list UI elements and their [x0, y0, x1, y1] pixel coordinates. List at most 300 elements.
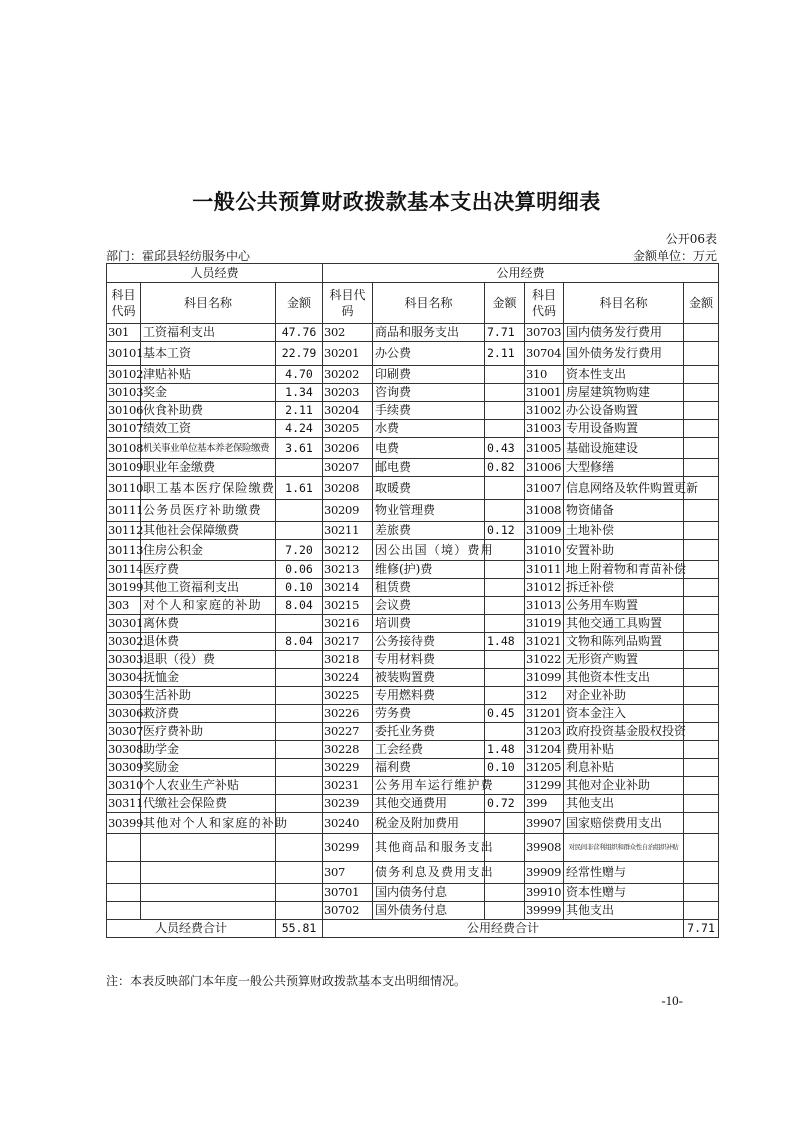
cell-p-code: 30308 — [107, 741, 141, 759]
cell-a-code: 30229 — [323, 759, 373, 777]
cell-p-name: 生活补助 — [141, 687, 276, 705]
cell-p-amount: 8.04 — [276, 597, 323, 615]
cell-a-name: 工会经费 — [373, 741, 485, 759]
cell-a-name: 差旅费 — [373, 522, 485, 540]
cell-b-amount — [684, 384, 719, 402]
totals-row — [107, 920, 719, 938]
cell-b-code: 31002 — [525, 402, 564, 420]
cell-a-code: 30239 — [323, 795, 373, 813]
cell-b-amount — [684, 813, 719, 834]
cell-p-amount — [276, 902, 323, 920]
cell-a-amount: 1.48 — [485, 741, 525, 759]
cell-p-name: 绩效工资 — [141, 420, 276, 438]
cell-a-code: 30226 — [323, 705, 373, 723]
table-row — [107, 741, 719, 759]
cell-a-name: 租赁费 — [373, 579, 485, 597]
cell-a-amount: 0.12 — [485, 522, 525, 540]
cell-a-amount: 2.11 — [485, 342, 525, 366]
cell-a-code: 30207 — [323, 459, 373, 477]
cell-b-code: 30703 — [525, 324, 564, 342]
cell-a-code: 30202 — [323, 366, 373, 384]
cell-p-name: 助学金 — [141, 741, 276, 759]
cell-p-name: 基本工资 — [141, 342, 276, 366]
cell-b-name: 文物和陈列品购置 — [564, 633, 684, 651]
cell-a-amount — [485, 402, 525, 420]
cell-b-amount — [684, 615, 719, 633]
cell-b-name: 大型修缮 — [564, 459, 684, 477]
cell-p-amount — [276, 615, 323, 633]
cell-b-code: 31008 — [525, 500, 564, 522]
cell-b-name: 办公设备购置 — [564, 402, 684, 420]
cell-b-amount — [684, 540, 719, 561]
cell-b-name: 其他对企业补助 — [564, 777, 684, 795]
table-row — [107, 862, 719, 884]
cell-a-code: 307 — [323, 862, 373, 884]
cell-b-name: 费用补贴 — [564, 741, 684, 759]
cell-a-code: 30206 — [323, 438, 373, 459]
cell-p-name: 公务员医疗补助缴费 — [141, 500, 276, 522]
cell-b-name: 国家赔偿费用支出 — [564, 813, 684, 834]
cell-p-name — [141, 862, 276, 884]
cell-a-amount — [485, 420, 525, 438]
cell-a-code: 30227 — [323, 723, 373, 741]
cell-a-amount: 7.71 — [485, 324, 525, 342]
cell-p-name: 医疗费 — [141, 561, 276, 579]
cell-b-code: 31204 — [525, 741, 564, 759]
cell-p-code: 30306 — [107, 705, 141, 723]
expenditure-detail-table — [106, 263, 719, 938]
cell-b-name: 经常性赠与 — [564, 862, 684, 884]
table-row — [107, 759, 719, 777]
cell-b-code: 31011 — [525, 561, 564, 579]
cell-p-name: 津贴补贴 — [141, 366, 276, 384]
cell-a-code: 30228 — [323, 741, 373, 759]
table-row — [107, 500, 719, 522]
cell-b-amount — [684, 597, 719, 615]
table-row — [107, 477, 719, 500]
cell-a-amount — [485, 366, 525, 384]
cell-a-code: 30205 — [323, 420, 373, 438]
cell-b-amount — [684, 342, 719, 366]
cell-p-code — [107, 902, 141, 920]
cell-p-code: 30101 — [107, 342, 141, 366]
cell-b-amount — [684, 723, 719, 741]
form-number: 公开06表 — [665, 232, 717, 246]
cell-b-amount — [684, 741, 719, 759]
table-row — [107, 561, 719, 579]
cell-p-amount: 3.61 — [276, 438, 323, 459]
cell-a-amount — [485, 579, 525, 597]
cell-b-name: 政府投资基金股权投资 — [564, 723, 684, 741]
cell-p-code: 30305 — [107, 687, 141, 705]
cell-a-name: 取暖费 — [373, 477, 485, 500]
page-number: -10- — [661, 993, 683, 1008]
personnel-total-label: 人员经费合计 — [107, 920, 276, 938]
cell-b-name: 其他支出 — [564, 902, 684, 920]
cell-a-code: 30701 — [323, 884, 373, 902]
cell-a-amount — [485, 615, 525, 633]
cell-p-code: 30301 — [107, 615, 141, 633]
cell-b-name: 房屋建筑物购建 — [564, 384, 684, 402]
header-p-name: 科目名称 — [141, 283, 276, 324]
cell-a-amount — [485, 500, 525, 522]
cell-a-amount — [485, 813, 525, 834]
cell-a-amount — [485, 669, 525, 687]
cell-b-code: 31099 — [525, 669, 564, 687]
cell-p-code: 30111 — [107, 500, 141, 522]
cell-a-amount — [485, 884, 525, 902]
cell-p-code: 30307 — [107, 723, 141, 741]
cell-a-name: 电费 — [373, 438, 485, 459]
cell-b-code: 31009 — [525, 522, 564, 540]
cell-p-name: 住房公积金 — [141, 540, 276, 561]
cell-p-name: 伙食补助费 — [141, 402, 276, 420]
cell-p-name: 奖金 — [141, 384, 276, 402]
cell-p-amount: 0.10 — [276, 579, 323, 597]
cell-b-code: 399 — [525, 795, 564, 813]
cell-p-code — [107, 862, 141, 884]
cell-b-name: 对民间非营利组织和群众性自治组织补贴 — [564, 834, 684, 862]
cell-b-amount — [684, 862, 719, 884]
table-row — [107, 615, 719, 633]
cell-p-amount: 1.61 — [276, 477, 323, 500]
cell-p-amount: 4.24 — [276, 420, 323, 438]
cell-p-code: 30304 — [107, 669, 141, 687]
cell-p-amount — [276, 705, 323, 723]
cell-b-code: 31205 — [525, 759, 564, 777]
cell-a-name: 其他商品和服务支出 — [373, 834, 485, 862]
cell-b-amount — [684, 777, 719, 795]
cell-a-code: 30212 — [323, 540, 373, 561]
table-row — [107, 723, 719, 741]
footnote: 注：本表反映部门本年度一般公共预算财政拨款基本支出明细情况。 — [106, 974, 467, 988]
cell-b-code: 31022 — [525, 651, 564, 669]
cell-b-amount — [684, 759, 719, 777]
cell-b-amount — [684, 500, 719, 522]
cell-b-name: 资本金注入 — [564, 705, 684, 723]
cell-b-code: 31201 — [525, 705, 564, 723]
cell-p-name: 退职（役）费 — [141, 651, 276, 669]
cell-b-name: 信息网络及软件购置更新 — [564, 477, 684, 500]
table-row — [107, 579, 719, 597]
cell-a-code: 30216 — [323, 615, 373, 633]
cell-a-code: 30215 — [323, 597, 373, 615]
cell-p-amount: 47.76 — [276, 324, 323, 342]
cell-p-code: 30309 — [107, 759, 141, 777]
cell-b-amount — [684, 705, 719, 723]
cell-p-code: 30113 — [107, 540, 141, 561]
cell-b-code: 31021 — [525, 633, 564, 651]
cell-b-name: 资本性支出 — [564, 366, 684, 384]
cell-p-name: 医疗费补助 — [141, 723, 276, 741]
cell-a-amount: 1.48 — [485, 633, 525, 651]
cell-a-name: 会议费 — [373, 597, 485, 615]
cell-a-amount — [485, 902, 525, 920]
cell-a-code: 302 — [323, 324, 373, 342]
cell-p-amount — [276, 687, 323, 705]
table-row — [107, 384, 719, 402]
cell-p-name: 个人农业生产补贴 — [141, 777, 276, 795]
cell-a-code: 30217 — [323, 633, 373, 651]
cell-p-name: 其他对个人和家庭的补助 — [141, 813, 276, 834]
cell-b-code: 31010 — [525, 540, 564, 561]
cell-b-name: 其他资本性支出 — [564, 669, 684, 687]
cell-a-code: 30213 — [323, 561, 373, 579]
header-p-amount: 金额 — [276, 283, 323, 324]
cell-b-amount — [684, 579, 719, 597]
cell-p-name: 机关事业单位基本养老保险缴费 — [141, 438, 276, 459]
cell-a-name: 债务利息及费用支出 — [373, 862, 485, 884]
cell-a-name: 手续费 — [373, 402, 485, 420]
cell-a-code: 30225 — [323, 687, 373, 705]
table-row — [107, 366, 719, 384]
cell-b-code: 39908 — [525, 834, 564, 862]
cell-b-amount — [684, 834, 719, 862]
cell-p-name: 职工基本医疗保险缴费 — [141, 477, 276, 500]
cell-p-name: 其他社会保障缴费 — [141, 522, 276, 540]
table-row — [107, 705, 719, 723]
cell-p-code: 30311 — [107, 795, 141, 813]
cell-b-amount — [684, 561, 719, 579]
cell-a-name: 公务接待费 — [373, 633, 485, 651]
cell-a-code: 30218 — [323, 651, 373, 669]
table-row — [107, 342, 719, 366]
cell-a-name: 公务用车运行维护费 — [373, 777, 485, 795]
cell-b-amount — [684, 366, 719, 384]
cell-b-name: 其他交通工具购置 — [564, 615, 684, 633]
cell-a-name: 办公费 — [373, 342, 485, 366]
cell-a-name: 专用燃料费 — [373, 687, 485, 705]
cell-a-amount: 0.45 — [485, 705, 525, 723]
cell-b-amount — [684, 438, 719, 459]
cell-p-name: 奖励金 — [141, 759, 276, 777]
cell-a-name: 商品和服务支出 — [373, 324, 485, 342]
department-label: 部门：霍邱县轻纺服务中心 — [106, 249, 251, 263]
cell-b-code: 39910 — [525, 884, 564, 902]
cell-b-name: 物资储备 — [564, 500, 684, 522]
cell-p-amount — [276, 777, 323, 795]
cell-p-amount: 1.34 — [276, 384, 323, 402]
cell-b-name: 其他支出 — [564, 795, 684, 813]
table-row — [107, 813, 719, 834]
table-row — [107, 884, 719, 902]
header-b-name: 科目名称 — [564, 283, 684, 324]
cell-b-code: 31012 — [525, 579, 564, 597]
header-b-amount: 金额 — [684, 283, 719, 324]
amount-unit-label: 金额单位：万元 — [632, 249, 717, 263]
table-row — [107, 438, 719, 459]
cell-a-name: 维修(护)费 — [373, 561, 485, 579]
cell-p-amount: 0.06 — [276, 561, 323, 579]
cell-p-code: 30199 — [107, 579, 141, 597]
cell-a-name: 因公出国（境）费用 — [373, 540, 485, 561]
table-row — [107, 540, 719, 561]
cell-a-code: 30231 — [323, 777, 373, 795]
public-section-header: 公用经费 — [323, 264, 719, 283]
cell-a-amount — [485, 384, 525, 402]
table-row — [107, 459, 719, 477]
cell-a-name: 被装购置费 — [373, 669, 485, 687]
table-row — [107, 834, 719, 862]
cell-b-amount — [684, 402, 719, 420]
table-row — [107, 522, 719, 540]
table-row — [107, 795, 719, 813]
header-b-code: 科目代码 — [525, 283, 564, 324]
cell-b-code: 31013 — [525, 597, 564, 615]
cell-b-code: 39907 — [525, 813, 564, 834]
cell-a-name: 印刷费 — [373, 366, 485, 384]
column-header-row — [107, 283, 719, 324]
cell-b-code: 312 — [525, 687, 564, 705]
cell-a-code: 30702 — [323, 902, 373, 920]
cell-a-name: 培训费 — [373, 615, 485, 633]
table-row — [107, 420, 719, 438]
cell-p-code: 303 — [107, 597, 141, 615]
section-band-row — [107, 264, 719, 283]
cell-b-amount — [684, 459, 719, 477]
cell-a-amount: 0.82 — [485, 459, 525, 477]
cell-a-code: 30201 — [323, 342, 373, 366]
cell-p-amount: 22.79 — [276, 342, 323, 366]
table-row — [107, 633, 719, 651]
cell-a-amount: 0.72 — [485, 795, 525, 813]
cell-b-amount — [684, 902, 719, 920]
cell-p-name — [141, 884, 276, 902]
cell-p-code: 30103 — [107, 384, 141, 402]
page-title: 一般公共预算财政拨款基本支出决算明细表 — [192, 190, 601, 214]
cell-p-name: 救济费 — [141, 705, 276, 723]
cell-p-name — [141, 902, 276, 920]
cell-p-name: 职业年金缴费 — [141, 459, 276, 477]
cell-a-amount — [485, 723, 525, 741]
table-row — [107, 902, 719, 920]
header-a-amount: 金额 — [485, 283, 525, 324]
cell-b-code: 31019 — [525, 615, 564, 633]
cell-p-amount — [276, 522, 323, 540]
cell-p-amount: 4.70 — [276, 366, 323, 384]
cell-p-code: 30399 — [107, 813, 141, 834]
cell-b-name: 国内债务发行费用 — [564, 324, 684, 342]
table-row — [107, 669, 719, 687]
cell-a-name: 委托业务费 — [373, 723, 485, 741]
cell-p-amount — [276, 723, 323, 741]
cell-p-code: 30303 — [107, 651, 141, 669]
cell-p-amount — [276, 834, 323, 862]
cell-b-amount — [684, 324, 719, 342]
cell-b-name: 利息补贴 — [564, 759, 684, 777]
cell-p-amount — [276, 741, 323, 759]
cell-p-amount — [276, 459, 323, 477]
cell-a-name: 咨询费 — [373, 384, 485, 402]
cell-a-name: 国内债务付息 — [373, 884, 485, 902]
cell-p-amount — [276, 759, 323, 777]
cell-p-amount — [276, 862, 323, 884]
cell-b-code: 31001 — [525, 384, 564, 402]
cell-a-name: 其他交通费用 — [373, 795, 485, 813]
cell-a-code: 30211 — [323, 522, 373, 540]
cell-b-code: 30704 — [525, 342, 564, 366]
cell-a-name: 劳务费 — [373, 705, 485, 723]
cell-a-name: 水费 — [373, 420, 485, 438]
table-row — [107, 324, 719, 342]
cell-b-code: 39999 — [525, 902, 564, 920]
cell-b-name: 拆迁补偿 — [564, 579, 684, 597]
cell-p-code — [107, 884, 141, 902]
cell-a-code: 30299 — [323, 834, 373, 862]
table-row — [107, 687, 719, 705]
cell-a-name: 福利费 — [373, 759, 485, 777]
cell-b-code: 31299 — [525, 777, 564, 795]
cell-p-code: 30310 — [107, 777, 141, 795]
cell-p-name: 对个人和家庭的补助 — [141, 597, 276, 615]
table-row — [107, 651, 719, 669]
cell-b-code: 39909 — [525, 862, 564, 884]
table-row — [107, 777, 719, 795]
cell-b-name: 基础设施建设 — [564, 438, 684, 459]
cell-p-name: 离休费 — [141, 615, 276, 633]
cell-p-name: 其他工资福利支出 — [141, 579, 276, 597]
cell-p-name: 工资福利支出 — [141, 324, 276, 342]
cell-b-code: 31006 — [525, 459, 564, 477]
cell-p-code: 30110 — [107, 477, 141, 500]
header-a-code: 科目代码 — [323, 283, 373, 324]
cell-b-code: 31203 — [525, 723, 564, 741]
cell-p-amount: 7.20 — [276, 540, 323, 561]
public-total-label: 公用经费合计 — [323, 920, 684, 938]
cell-p-code: 30114 — [107, 561, 141, 579]
cell-p-name — [141, 834, 276, 862]
cell-a-amount — [485, 651, 525, 669]
cell-a-code: 30208 — [323, 477, 373, 500]
cell-b-code: 31003 — [525, 420, 564, 438]
cell-p-amount: 8.04 — [276, 633, 323, 651]
cell-a-amount — [485, 687, 525, 705]
cell-b-name: 国外债务发行费用 — [564, 342, 684, 366]
public-total-value: 7.71 — [684, 920, 719, 938]
cell-a-amount — [485, 597, 525, 615]
cell-b-code: 31007 — [525, 477, 564, 500]
cell-p-amount — [276, 884, 323, 902]
cell-p-amount — [276, 795, 323, 813]
cell-b-name: 安置补助 — [564, 540, 684, 561]
cell-a-code: 30204 — [323, 402, 373, 420]
cell-b-amount — [684, 420, 719, 438]
cell-b-name: 无形资产购置 — [564, 651, 684, 669]
cell-p-code: 30112 — [107, 522, 141, 540]
cell-p-code: 30106 — [107, 402, 141, 420]
cell-p-code: 301 — [107, 324, 141, 342]
cell-a-code: 30209 — [323, 500, 373, 522]
cell-p-code: 30108 — [107, 438, 141, 459]
cell-b-name: 公务用车购置 — [564, 597, 684, 615]
cell-p-name: 抚恤金 — [141, 669, 276, 687]
cell-b-amount — [684, 795, 719, 813]
cell-b-name: 土地补偿 — [564, 522, 684, 540]
cell-a-name: 专用材料费 — [373, 651, 485, 669]
cell-b-amount — [684, 633, 719, 651]
cell-b-code: 310 — [525, 366, 564, 384]
cell-p-code: 30107 — [107, 420, 141, 438]
cell-b-name: 对企业补助 — [564, 687, 684, 705]
cell-p-amount — [276, 500, 323, 522]
cell-a-amount: 0.43 — [485, 438, 525, 459]
cell-a-name: 邮电费 — [373, 459, 485, 477]
cell-a-name: 税金及附加费用 — [373, 813, 485, 834]
table-row — [107, 402, 719, 420]
header-a-name: 科目名称 — [373, 283, 485, 324]
cell-b-name: 专用设备购置 — [564, 420, 684, 438]
cell-a-name: 国外债务付息 — [373, 902, 485, 920]
